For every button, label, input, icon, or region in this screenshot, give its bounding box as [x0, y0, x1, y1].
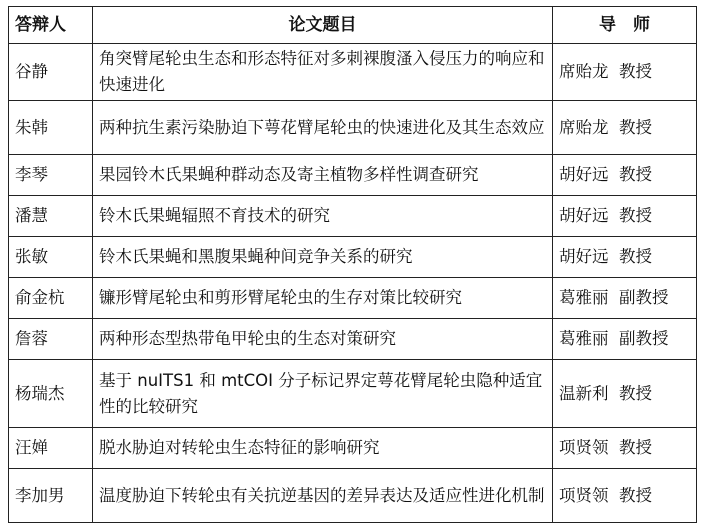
- table-row: [9, 196, 697, 237]
- advisor-rank: 教授: [619, 383, 652, 403]
- thesis-title: 镰形臂尾轮虫和剪形臂尾轮虫的生存对策比较研究: [93, 278, 553, 319]
- advisor-cell: [553, 360, 697, 428]
- student-name: 杨瑞杰: [9, 360, 93, 428]
- advisor-name: 席贻龙: [559, 62, 609, 81]
- advisor-name: 胡好远: [559, 247, 609, 266]
- thesis-title: 两种形态型热带龟甲轮虫的生态对策研究: [93, 319, 553, 360]
- table-header-row: [9, 7, 697, 44]
- advisor-cell: [553, 101, 697, 155]
- student-name: 詹蓉: [9, 319, 93, 360]
- advisor-rank: 教授: [619, 206, 652, 225]
- advisor-cell: [553, 196, 697, 237]
- student-name: 谷静: [9, 44, 93, 101]
- advisor-cell: [553, 428, 697, 469]
- advisor-rank: 教授: [619, 165, 652, 184]
- advisor-cell: [553, 319, 697, 360]
- advisor-cell: [553, 155, 697, 196]
- advisor-name: 胡好远: [559, 206, 609, 225]
- thesis-title: 温度胁迫下转轮虫有关抗逆基因的差异表达及适应性进化机制: [93, 469, 553, 523]
- header-thesis: 论文题目: [93, 7, 553, 44]
- student-name: 张敏: [9, 237, 93, 278]
- advisor-name: 葛雅丽: [559, 329, 609, 348]
- thesis-title: 两种抗生素污染胁迫下萼花臂尾轮虫的快速进化及其生态效应: [93, 101, 553, 155]
- student-name: 李琴: [9, 155, 93, 196]
- advisor-cell: [553, 237, 697, 278]
- thesis-title: 脱水胁迫对转轮虫生态特征的影响研究: [93, 428, 553, 469]
- student-name: 李加男: [9, 469, 93, 523]
- thesis-title: 铃木氏果蝇辐照不育技术的研究: [93, 196, 553, 237]
- thesis-title: 果园铃木氏果蝇种群动态及寄主植物多样性调查研究: [93, 155, 553, 196]
- advisor-cell: [553, 44, 697, 101]
- thesis-title: 角突臂尾轮虫生态和形态特征对多刺裸腹溞入侵压力的响应和快速进化: [93, 44, 553, 101]
- advisor-rank: 教授: [619, 438, 652, 457]
- advisor-rank: 教授: [619, 117, 652, 137]
- advisor-name: 葛雅丽: [559, 288, 609, 307]
- advisor-cell: [553, 469, 697, 523]
- table-row: [9, 237, 697, 278]
- defense-table: [8, 6, 697, 523]
- student-name: 俞金杭: [9, 278, 93, 319]
- student-name: 潘慧: [9, 196, 93, 237]
- advisor-rank: 教授: [619, 62, 652, 81]
- table-row: [9, 101, 697, 155]
- advisor-rank: 教授: [619, 247, 652, 266]
- table-row: [9, 360, 697, 428]
- table-row: [9, 319, 697, 360]
- advisor-rank: 教授: [619, 485, 652, 505]
- table-row: [9, 155, 697, 196]
- advisor-cell: [553, 278, 697, 319]
- table-row: [9, 278, 697, 319]
- advisor-name: 项贤领: [559, 438, 609, 457]
- student-name: 汪婵: [9, 428, 93, 469]
- advisor-name: 胡好远: [559, 165, 609, 184]
- header-advisor: 导 师: [553, 7, 697, 44]
- advisor-rank: 副教授: [619, 329, 669, 348]
- table-row: [9, 44, 697, 101]
- advisor-rank: 副教授: [619, 288, 669, 307]
- student-name: 朱韩: [9, 101, 93, 155]
- thesis-title: 铃木氏果蝇和黑腹果蝇种间竞争关系的研究: [93, 237, 553, 278]
- header-student: 答辩人: [9, 7, 93, 44]
- table-row: [9, 428, 697, 469]
- table-row: [9, 469, 697, 523]
- advisor-name: 项贤领: [559, 485, 609, 505]
- advisor-name: 席贻龙: [559, 117, 609, 137]
- thesis-title: 基于 nuITS1 和 mtCOI 分子标记界定萼花臂尾轮虫隐种适宜性的比较研究: [93, 360, 553, 428]
- advisor-name: 温新利: [559, 383, 609, 403]
